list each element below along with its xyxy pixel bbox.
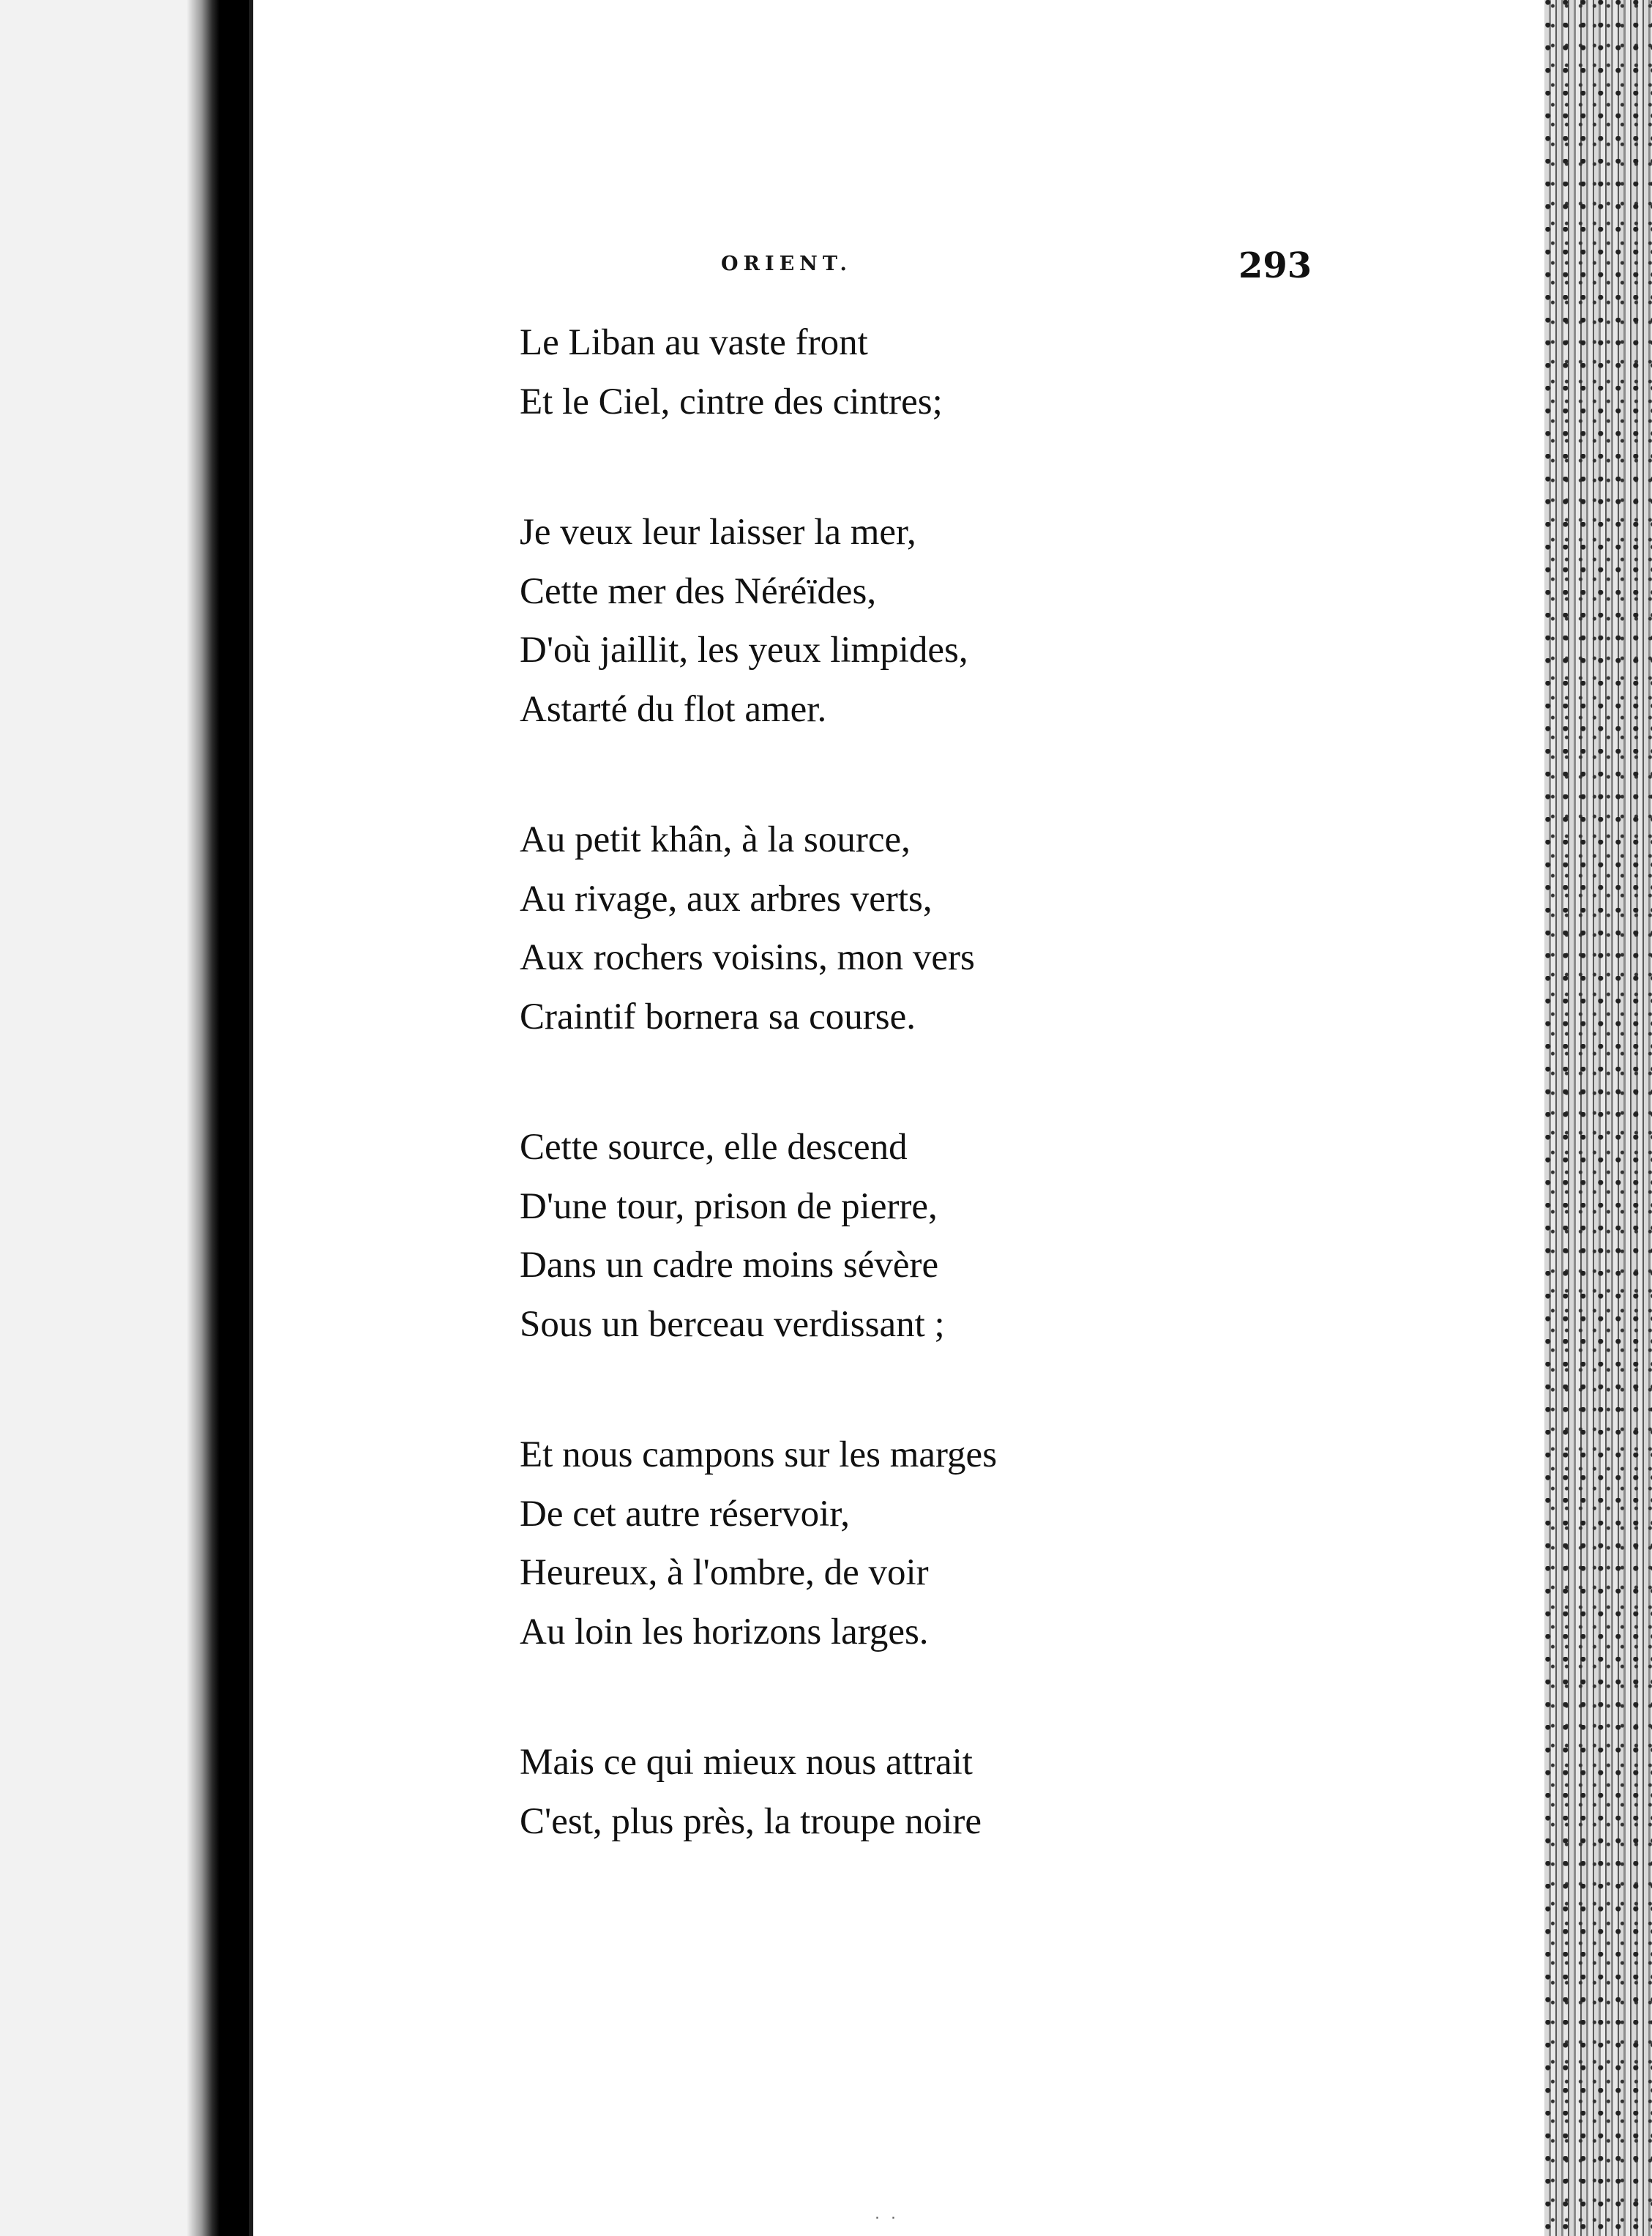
stanza	[520, 313, 1398, 431]
verse-line: Aux rochers voisins, mon vers	[520, 937, 975, 978]
verse-line: Au rivage, aux arbres verts,	[520, 878, 932, 920]
verse-line: Dans un cadre moins sévère	[520, 1245, 939, 1286]
verse-line: Je veux leur laisser la mer,	[520, 512, 916, 553]
verse-line: D'où jaillit, les yeux limpides,	[520, 630, 968, 671]
page-stack-edge	[1544, 0, 1652, 2236]
verse-line: Au loin les horizons larges.	[520, 1611, 929, 1652]
verse-line: Craintif bornera sa course.	[520, 996, 916, 1037]
verse-line: C'est, plus près, la troupe noire	[520, 1800, 982, 1842]
verse-line: Au petit khân, à la source,	[520, 819, 911, 860]
running-title: ORIENT.	[721, 253, 852, 275]
bottom-mark: · ·	[875, 2210, 899, 2228]
verse-line: Astarté du flot amer.	[520, 688, 827, 730]
verse-line: De cet autre réservoir,	[520, 1493, 851, 1535]
page-number: 293	[1238, 245, 1312, 286]
verse-line: Cette source, elle descend	[520, 1127, 908, 1168]
stanza	[520, 1118, 1398, 1354]
verse-line: Et le Ciel, cintre des cintres;	[520, 381, 943, 422]
facing-page-edge	[0, 0, 220, 2236]
verse-line: Le Liban au vaste front	[520, 322, 868, 363]
stanza	[520, 1733, 1398, 1851]
poem-text	[520, 313, 1398, 1923]
verse-line: Mais ce qui mieux nous attrait	[520, 1742, 973, 1783]
stanza	[520, 1426, 1398, 1661]
verse-line: Heureux, à l'ombre, de voir	[520, 1552, 929, 1593]
verse-line: D'une tour, prison de pierre,	[520, 1185, 938, 1227]
verse-line: Cette mer des Néréïdes,	[520, 570, 877, 612]
stanza	[520, 810, 1398, 1046]
verse-line: Et nous campons sur les marges	[520, 1434, 998, 1475]
verse-line: Sous un berceau verdissant ;	[520, 1303, 945, 1345]
stanza	[520, 503, 1398, 739]
